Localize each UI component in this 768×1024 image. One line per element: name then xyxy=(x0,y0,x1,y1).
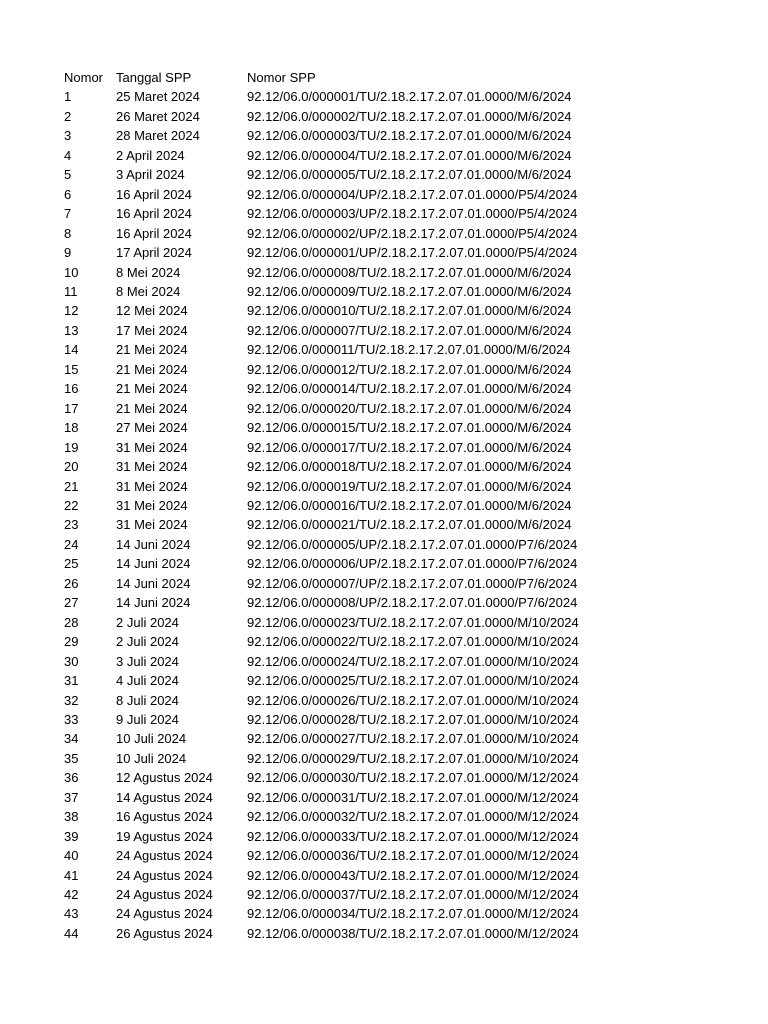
row-number-cell: 27 xyxy=(64,595,79,611)
row-number-cell: 12 xyxy=(64,303,79,319)
spp-date-cell: 12 Agustus 2024 xyxy=(116,770,213,786)
spp-date-cell: 16 April 2024 xyxy=(116,186,192,202)
row-number-cell: 29 xyxy=(64,634,79,650)
spp-date-cell: 3 April 2024 xyxy=(116,167,185,183)
spp-number-cell: 92.12/06.0/000010/TU/2.18.2.17.2.07.01.0000/M/6/2024 xyxy=(247,303,572,319)
row-number-cell: 15 xyxy=(64,361,79,377)
spp-table xyxy=(64,68,627,943)
spp-number-cell: 92.12/06.0/000024/TU/2.18.2.17.2.07.01.0000/M/10/2024 xyxy=(247,653,579,669)
row-number-cell: 8 xyxy=(64,225,72,241)
spp-number-cell: 92.12/06.0/000003/UP/2.18.2.17.2.07.01.0000/P5/4/2024 xyxy=(247,206,578,222)
row-number-cell: 31 xyxy=(64,673,79,689)
table-row xyxy=(64,360,627,379)
row-number-cell: 32 xyxy=(64,692,79,708)
spp-date-cell: 2 April 2024 xyxy=(116,147,185,163)
spp-number-cell: 92.12/06.0/000025/TU/2.18.2.17.2.07.01.0000/M/10/2024 xyxy=(247,673,579,689)
spp-number-cell: 92.12/06.0/000032/TU/2.18.2.17.2.07.01.0000/M/12/2024 xyxy=(247,809,579,825)
row-number-cell: 44 xyxy=(64,925,79,941)
row-number-cell: 40 xyxy=(64,848,79,864)
spp-number-cell: 92.12/06.0/000005/TU/2.18.2.17.2.07.01.0000/M/6/2024 xyxy=(247,167,572,183)
spp-number-cell: 92.12/06.0/000017/TU/2.18.2.17.2.07.01.0000/M/6/2024 xyxy=(247,439,572,455)
spp-date-cell: 14 Juni 2024 xyxy=(116,575,191,591)
spp-date-cell: 21 Mei 2024 xyxy=(116,381,188,397)
spp-number-cell: 92.12/06.0/000004/UP/2.18.2.17.2.07.01.0000/P5/4/2024 xyxy=(247,186,578,202)
table-row xyxy=(64,87,627,106)
spp-number-cell: 92.12/06.0/000012/TU/2.18.2.17.2.07.01.0000/M/6/2024 xyxy=(247,361,572,377)
spp-date-cell: 25 Maret 2024 xyxy=(116,89,200,105)
spp-number-cell: 92.12/06.0/000031/TU/2.18.2.17.2.07.01.0000/M/12/2024 xyxy=(247,789,579,805)
spp-number-cell: 92.12/06.0/000005/UP/2.18.2.17.2.07.01.0000/P7/6/2024 xyxy=(247,536,578,552)
table-row xyxy=(64,399,627,418)
row-number-cell: 24 xyxy=(64,536,79,552)
table-row xyxy=(64,301,627,320)
spp-date-cell: 14 Juni 2024 xyxy=(116,595,191,611)
spp-number-cell: 92.12/06.0/000007/UP/2.18.2.17.2.07.01.0000/P7/6/2024 xyxy=(247,575,578,591)
row-number-cell: 34 xyxy=(64,731,79,747)
table-row xyxy=(64,107,627,126)
spp-number-cell: 92.12/06.0/000030/TU/2.18.2.17.2.07.01.0000/M/12/2024 xyxy=(247,770,579,786)
table-row xyxy=(64,671,627,690)
spp-number-cell: 92.12/06.0/000016/TU/2.18.2.17.2.07.01.0000/M/6/2024 xyxy=(247,497,572,513)
spp-date-cell: 31 Mei 2024 xyxy=(116,478,188,494)
row-number-cell: 41 xyxy=(64,867,79,883)
table-row xyxy=(64,438,627,457)
table-row xyxy=(64,691,627,710)
spp-number-cell: 92.12/06.0/000018/TU/2.18.2.17.2.07.01.0000/M/6/2024 xyxy=(247,459,572,475)
spp-number-cell: 92.12/06.0/000034/TU/2.18.2.17.2.07.01.0000/M/12/2024 xyxy=(247,906,579,922)
spp-number-cell: 92.12/06.0/000033/TU/2.18.2.17.2.07.01.0000/M/12/2024 xyxy=(247,828,579,844)
table-row xyxy=(64,165,627,184)
spp-date-cell: 3 Juli 2024 xyxy=(116,653,179,669)
table-row xyxy=(64,593,627,612)
spp-date-cell: 8 Mei 2024 xyxy=(116,283,181,299)
spp-date-cell: 14 Agustus 2024 xyxy=(116,789,213,805)
spp-number-cell: 92.12/06.0/000003/TU/2.18.2.17.2.07.01.0000/M/6/2024 xyxy=(247,128,572,144)
spp-date-cell: 17 April 2024 xyxy=(116,245,192,261)
spp-number-cell: 92.12/06.0/000026/TU/2.18.2.17.2.07.01.0000/M/10/2024 xyxy=(247,692,579,708)
spp-date-cell: 14 Juni 2024 xyxy=(116,536,191,552)
table-row xyxy=(64,904,627,923)
row-number-cell: 42 xyxy=(64,887,79,903)
spp-date-cell: 28 Maret 2024 xyxy=(116,128,200,144)
table-row xyxy=(64,282,627,301)
table-row xyxy=(64,418,627,437)
table-row xyxy=(64,866,627,885)
table-row xyxy=(64,885,627,904)
spp-number-cell: 92.12/06.0/000027/TU/2.18.2.17.2.07.01.0000/M/10/2024 xyxy=(247,731,579,747)
spp-number-cell: 92.12/06.0/000002/UP/2.18.2.17.2.07.01.0000/P5/4/2024 xyxy=(247,225,578,241)
spp-sheet xyxy=(64,68,627,943)
spp-date-cell: 31 Mei 2024 xyxy=(116,517,188,533)
row-number-cell: 20 xyxy=(64,459,79,475)
table-row xyxy=(64,321,627,340)
spp-date-cell: 24 Agustus 2024 xyxy=(116,887,213,903)
spp-date-cell: 16 April 2024 xyxy=(116,225,192,241)
spp-number-cell: 92.12/06.0/000001/TU/2.18.2.17.2.07.01.0000/M/6/2024 xyxy=(247,89,572,105)
table-row xyxy=(64,652,627,671)
spp-date-cell: 31 Mei 2024 xyxy=(116,459,188,475)
spp-date-cell: 14 Juni 2024 xyxy=(116,556,191,572)
table-body xyxy=(64,87,627,943)
row-number-cell: 19 xyxy=(64,439,79,455)
row-number-cell: 30 xyxy=(64,653,79,669)
row-number-cell: 13 xyxy=(64,322,79,338)
row-number-cell: 39 xyxy=(64,828,79,844)
spp-number-cell: 92.12/06.0/000019/TU/2.18.2.17.2.07.01.0000/M/6/2024 xyxy=(247,478,572,494)
row-number-cell: 22 xyxy=(64,497,79,513)
spp-number-cell: 92.12/06.0/000015/TU/2.18.2.17.2.07.01.0000/M/6/2024 xyxy=(247,420,572,436)
row-number-cell: 16 xyxy=(64,381,79,397)
table-row xyxy=(64,574,627,593)
table-row xyxy=(64,749,627,768)
spp-number-cell: 92.12/06.0/000009/TU/2.18.2.17.2.07.01.0000/M/6/2024 xyxy=(247,283,572,299)
spp-date-cell: 8 Juli 2024 xyxy=(116,692,179,708)
spp-number-cell: 92.12/06.0/000038/TU/2.18.2.17.2.07.01.0000/M/12/2024 xyxy=(247,925,579,941)
spp-date-cell: 21 Mei 2024 xyxy=(116,400,188,416)
spp-date-cell: 24 Agustus 2024 xyxy=(116,867,213,883)
row-number-cell: 35 xyxy=(64,750,79,766)
row-number-cell: 7 xyxy=(64,206,72,222)
spp-date-cell: 26 Agustus 2024 xyxy=(116,925,213,941)
table-row xyxy=(64,126,627,145)
table-row xyxy=(64,788,627,807)
table-row xyxy=(64,613,627,632)
table-row xyxy=(64,768,627,787)
spp-number-cell: 92.12/06.0/000043/TU/2.18.2.17.2.07.01.0000/M/12/2024 xyxy=(247,867,579,883)
table-row xyxy=(64,632,627,651)
spp-number-cell: 92.12/06.0/000028/TU/2.18.2.17.2.07.01.0000/M/10/2024 xyxy=(247,711,579,727)
spp-number-cell: 92.12/06.0/000029/TU/2.18.2.17.2.07.01.0000/M/10/2024 xyxy=(247,750,579,766)
spp-date-cell: 26 Maret 2024 xyxy=(116,108,200,124)
spp-number-cell: 92.12/06.0/000022/TU/2.18.2.17.2.07.01.0000/M/10/2024 xyxy=(247,634,579,650)
table-row xyxy=(64,554,627,573)
row-number-cell: 10 xyxy=(64,264,79,280)
spp-number-cell: 92.12/06.0/000008/TU/2.18.2.17.2.07.01.0000/M/6/2024 xyxy=(247,264,572,280)
table-row xyxy=(64,263,627,282)
table-row xyxy=(64,243,627,262)
spp-number-cell: 92.12/06.0/000002/TU/2.18.2.17.2.07.01.0000/M/6/2024 xyxy=(247,108,572,124)
table-row xyxy=(64,729,627,748)
spp-date-cell: 12 Mei 2024 xyxy=(116,303,188,319)
table-row xyxy=(64,185,627,204)
row-number-cell: 33 xyxy=(64,711,79,727)
spp-date-cell: 24 Agustus 2024 xyxy=(116,848,213,864)
spp-number-cell: 92.12/06.0/000001/UP/2.18.2.17.2.07.01.0000/P5/4/2024 xyxy=(247,245,578,261)
spp-number-cell: 92.12/06.0/000004/TU/2.18.2.17.2.07.01.0000/M/6/2024 xyxy=(247,147,572,163)
row-number-cell: 11 xyxy=(64,283,78,299)
spp-number-cell: 92.12/06.0/000014/TU/2.18.2.17.2.07.01.0000/M/6/2024 xyxy=(247,381,572,397)
header-nomor: Nomor xyxy=(64,70,104,85)
row-number-cell: 21 xyxy=(64,478,79,494)
spp-date-cell: 10 Juli 2024 xyxy=(116,750,187,766)
spp-date-cell: 16 April 2024 xyxy=(116,206,192,222)
row-number-cell: 17 xyxy=(64,400,79,416)
table-row xyxy=(64,204,627,223)
row-number-cell: 9 xyxy=(64,245,72,261)
table-row xyxy=(64,146,627,165)
spp-date-cell: 8 Mei 2024 xyxy=(116,264,181,280)
table-row xyxy=(64,477,627,496)
row-number-cell: 26 xyxy=(64,575,79,591)
row-number-cell: 5 xyxy=(64,167,72,183)
row-number-cell: 18 xyxy=(64,420,79,436)
spp-date-cell: 10 Juli 2024 xyxy=(116,731,187,747)
spp-date-cell: 19 Agustus 2024 xyxy=(116,828,213,844)
row-number-cell: 38 xyxy=(64,809,79,825)
row-number-cell: 28 xyxy=(64,614,79,630)
table-row xyxy=(64,827,627,846)
table-row xyxy=(64,340,627,359)
spp-date-cell: 17 Mei 2024 xyxy=(116,322,188,338)
spp-date-cell: 4 Juli 2024 xyxy=(116,673,179,689)
table-row xyxy=(64,496,627,515)
table-header-row xyxy=(64,68,627,87)
spp-date-cell: 24 Agustus 2024 xyxy=(116,906,213,922)
spp-date-cell: 9 Juli 2024 xyxy=(116,711,179,727)
spp-date-cell: 27 Mei 2024 xyxy=(116,420,188,436)
spp-date-cell: 31 Mei 2024 xyxy=(116,497,188,513)
spp-date-cell: 21 Mei 2024 xyxy=(116,361,188,377)
spp-number-cell: 92.12/06.0/000007/TU/2.18.2.17.2.07.01.0000/M/6/2024 xyxy=(247,322,572,338)
row-number-cell: 37 xyxy=(64,789,79,805)
spp-date-cell: 16 Agustus 2024 xyxy=(116,809,213,825)
spp-number-cell: 92.12/06.0/000037/TU/2.18.2.17.2.07.01.0000/M/12/2024 xyxy=(247,887,579,903)
row-number-cell: 2 xyxy=(64,108,72,124)
row-number-cell: 36 xyxy=(64,770,79,786)
table-row xyxy=(64,457,627,476)
row-number-cell: 43 xyxy=(64,906,79,922)
table-row xyxy=(64,224,627,243)
table-row xyxy=(64,846,627,865)
spp-date-cell: 2 Juli 2024 xyxy=(116,614,179,630)
spp-number-cell: 92.12/06.0/000023/TU/2.18.2.17.2.07.01.0000/M/10/2024 xyxy=(247,614,579,630)
row-number-cell: 3 xyxy=(64,128,72,144)
table-row xyxy=(64,515,627,534)
row-number-cell: 1 xyxy=(64,89,72,105)
row-number-cell: 23 xyxy=(64,517,79,533)
spp-date-cell: 2 Juli 2024 xyxy=(116,634,179,650)
header-tanggal-spp: Tanggal SPP xyxy=(116,70,192,85)
spp-date-cell: 31 Mei 2024 xyxy=(116,439,188,455)
row-number-cell: 6 xyxy=(64,186,72,202)
table-row xyxy=(64,710,627,729)
spp-date-cell: 21 Mei 2024 xyxy=(116,342,188,358)
spp-number-cell: 92.12/06.0/000011/TU/2.18.2.17.2.07.01.0000/M/6/2024 xyxy=(247,342,571,358)
table-row xyxy=(64,924,627,943)
header-nomor-spp: Nomor SPP xyxy=(247,70,316,85)
spp-number-cell: 92.12/06.0/000020/TU/2.18.2.17.2.07.01.0000/M/6/2024 xyxy=(247,400,572,416)
table-row xyxy=(64,807,627,826)
spp-number-cell: 92.12/06.0/000006/UP/2.18.2.17.2.07.01.0000/P7/6/2024 xyxy=(247,556,578,572)
spp-number-cell: 92.12/06.0/000008/UP/2.18.2.17.2.07.01.0000/P7/6/2024 xyxy=(247,595,578,611)
table-row xyxy=(64,379,627,398)
row-number-cell: 4 xyxy=(64,147,72,163)
table-row xyxy=(64,535,627,554)
spp-number-cell: 92.12/06.0/000021/TU/2.18.2.17.2.07.01.0000/M/6/2024 xyxy=(247,517,572,533)
row-number-cell: 14 xyxy=(64,342,79,358)
spp-number-cell: 92.12/06.0/000036/TU/2.18.2.17.2.07.01.0000/M/12/2024 xyxy=(247,848,579,864)
row-number-cell: 25 xyxy=(64,556,79,572)
